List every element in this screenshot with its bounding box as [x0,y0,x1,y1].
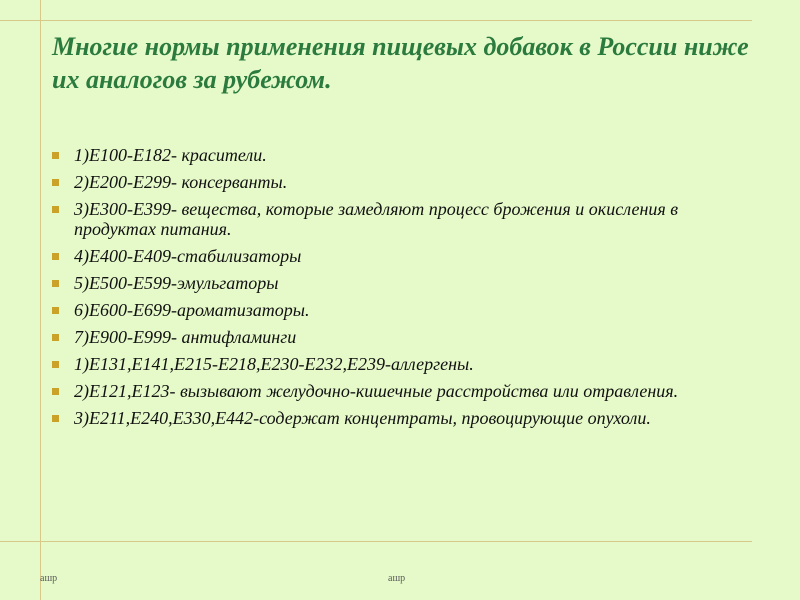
list-item [52,172,742,192]
list-item-text: 1)Е131,Е141,Е215-Е218,Е230-Е232,Е239-аллергены. [74,354,474,374]
square-bullet-icon [52,415,59,422]
list-item-text: 2)Е200-Е299- консерванты. [74,172,288,192]
square-bullet-icon [52,253,59,260]
square-bullet-icon [52,307,59,314]
list-item [52,300,742,320]
square-bullet-icon [52,388,59,395]
list-item [52,354,742,374]
square-bullet-icon [52,361,59,368]
list-item-text: 6)Е600-Е699-ароматизаторы. [74,300,310,320]
square-bullet-icon [52,206,59,213]
list-item [52,381,742,401]
list-item-text: 1)Е100-Е182- красители. [74,145,267,165]
bullet-list [52,145,742,435]
list-item-text: 7)Е900-Е999- антифламинги [74,327,297,347]
list-item-text: 3)Е211,Е240,Е330,Е442-содержат концентраты, провоцирующие опухоли. [74,408,651,428]
bottom-rule [0,541,752,542]
square-bullet-icon [52,179,59,186]
top-rule [0,20,752,21]
slide-title: Многие нормы применения пищевых добавок в России ниже их аналогов за рубежом. [52,32,749,94]
list-item-text: 5)Е500-Е599-эмульгаторы [74,273,279,293]
list-item-text: 4)Е400-Е409-стабилизаторы [74,246,302,266]
list-item-text: 2)Е121,Е123- вызывают желудочно-кишечные расстройства или отравления. [74,381,679,401]
list-item [52,246,742,266]
footer-center-text: ашр [388,573,406,584]
square-bullet-icon [52,280,59,287]
footer-left-text: ашр [40,573,58,584]
square-bullet-icon [52,334,59,341]
list-item [52,145,742,165]
vertical-rule [40,0,41,600]
list-item [52,327,742,347]
list-item [52,273,742,293]
list-item-text: 3)Е300-Е399- вещества, которые замедляют процесс брожения и окисления в продуктах питания. [74,199,679,239]
list-item [52,199,742,239]
list-item [52,408,742,428]
square-bullet-icon [52,152,59,159]
